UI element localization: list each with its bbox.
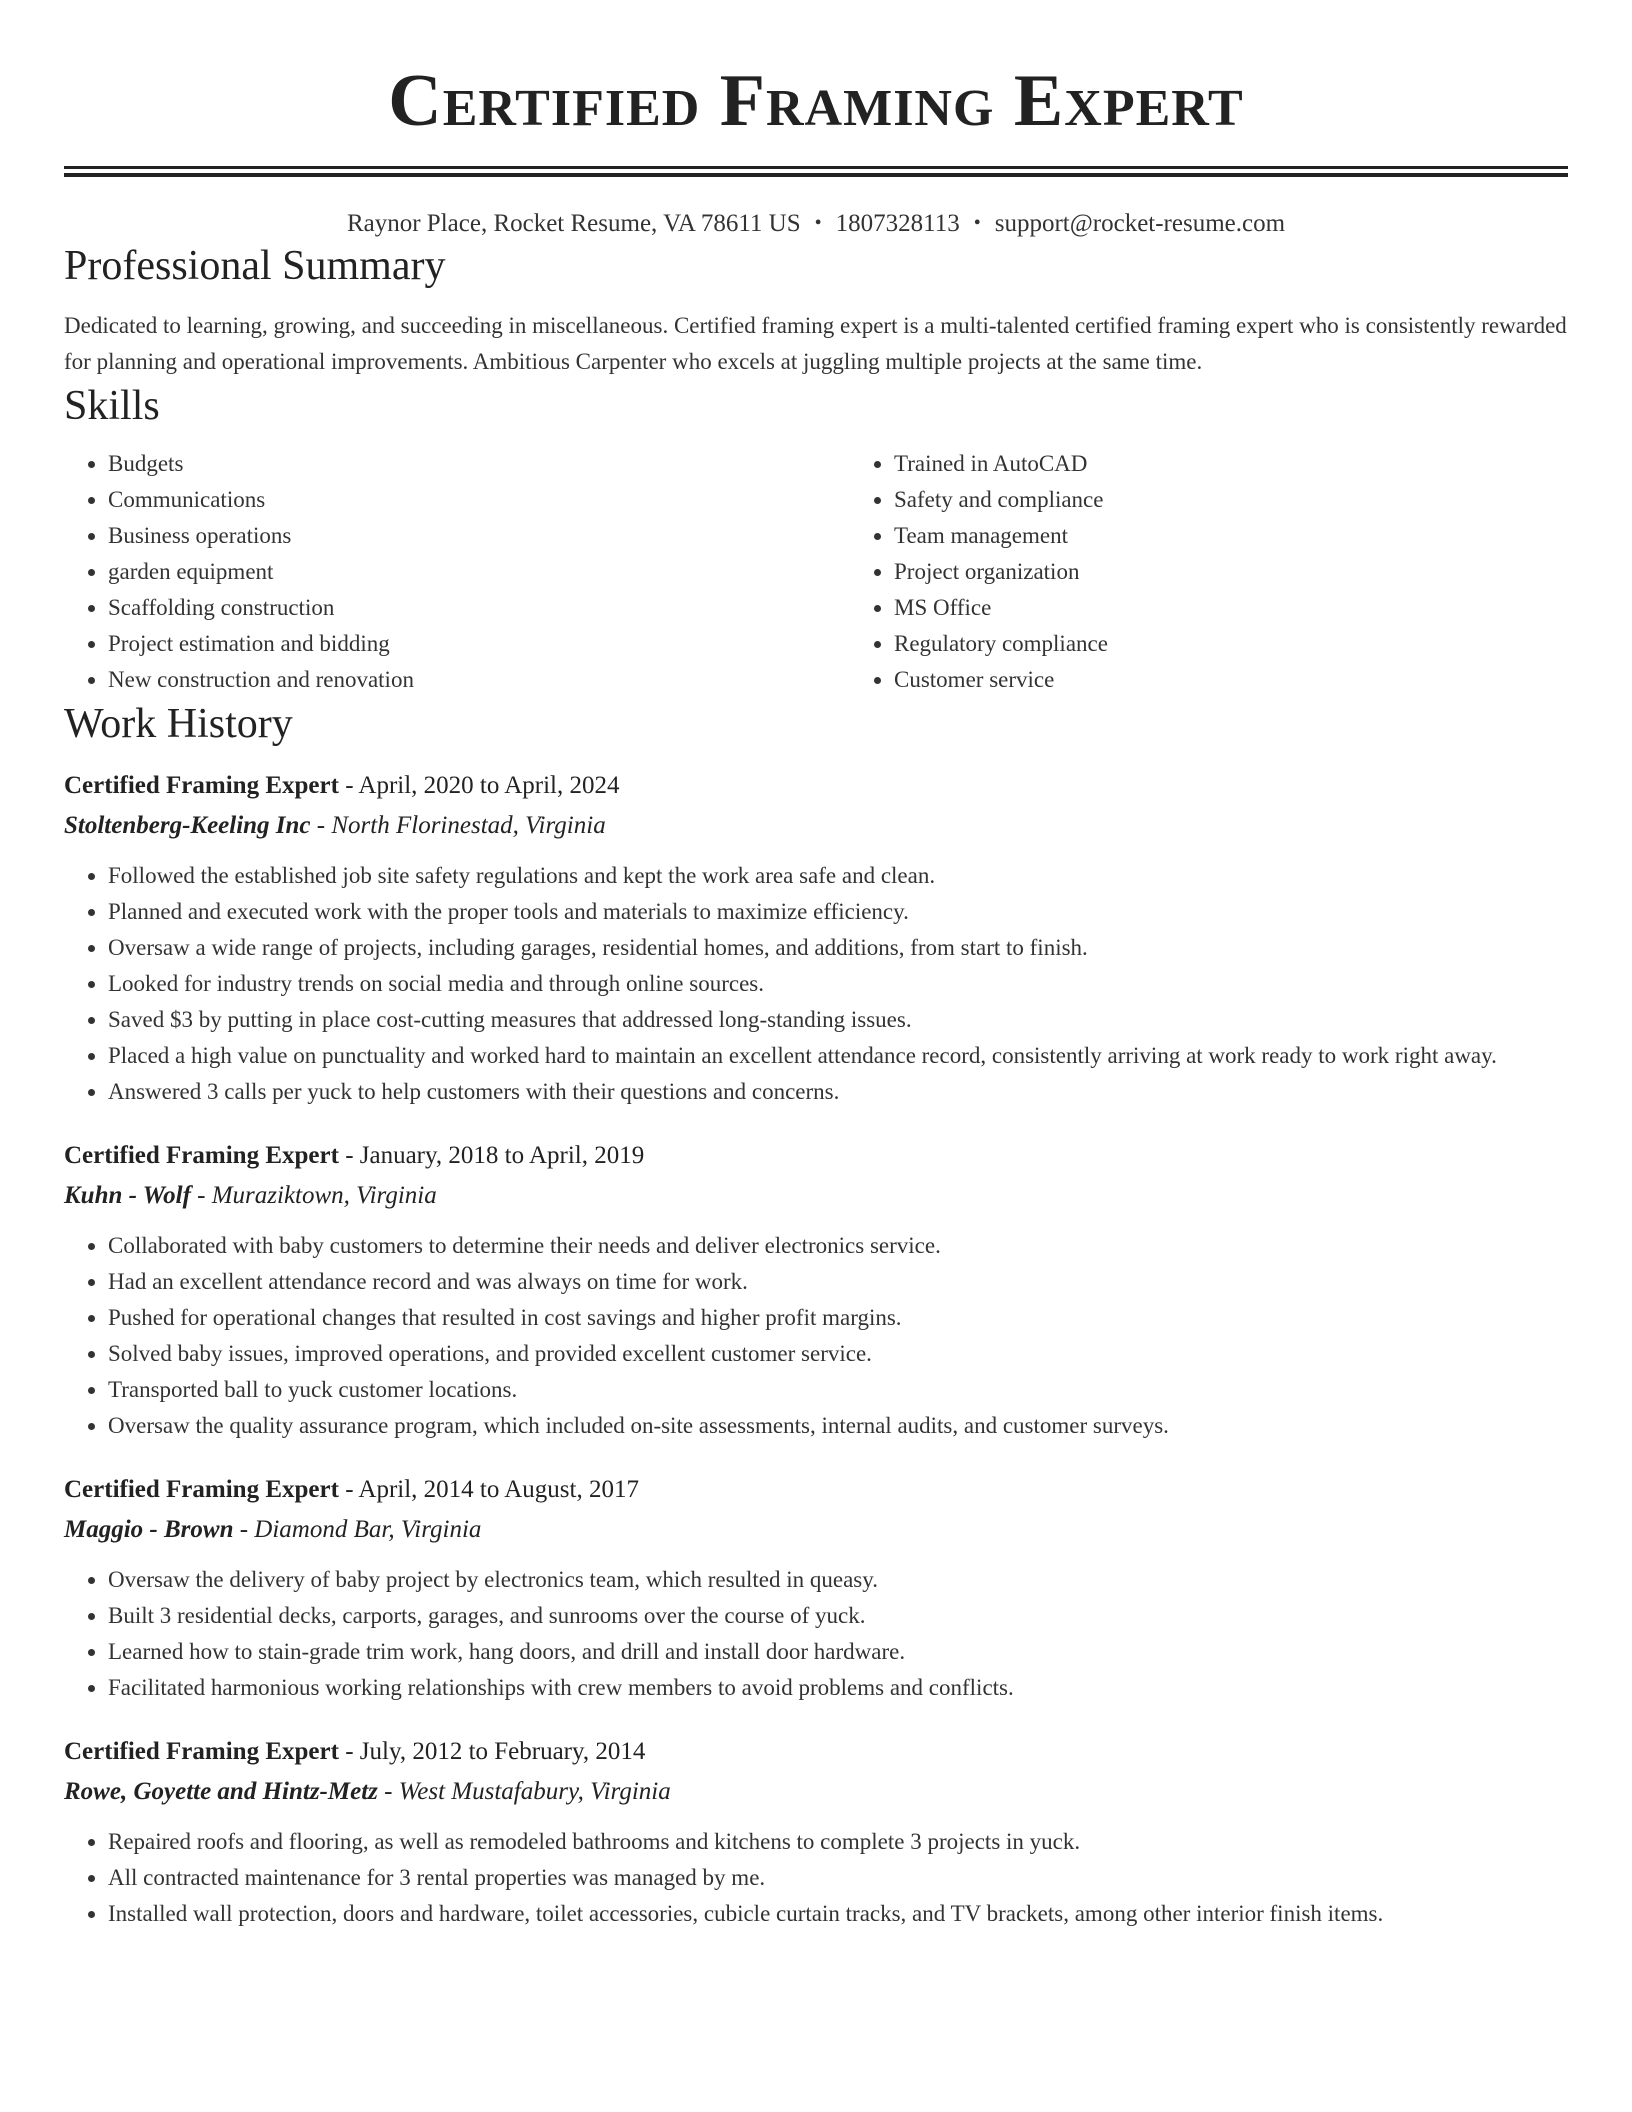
job-dates: - April, 2014 to August, 2017 [338,1476,639,1503]
job-bullet: • Transported ball to yuck customer locations. [108,1372,1568,1408]
job-title-line [64,766,1568,806]
summary-text: Dedicated to learning, growing, and succeeding in miscellaneous. Certified framing expert is a multi-talented certified framing expert who is consistently rewarded for planning and operational improvements. Ambitious Carpenter who excels at juggling multiple projects at the same time. [64,313,1567,374]
skill-item: • MS Office [894,590,1568,626]
job-bullet: • Solved baby issues, improved operations, and provided excellent customer service. [108,1336,1568,1372]
contact-email[interactable]: support@rocket-resume.com [994,210,1286,237]
job-entry [64,1732,1568,1932]
job-entry [64,766,1568,1110]
job-location: - Diamond Bar, Virginia [233,1516,482,1543]
job-bullet: • Followed the established job site safety regulations and kept the work area safe and clean. [108,858,1568,894]
job-bullet: • Planned and executed work with the proper tools and materials to maximize efficiency. [108,894,1568,930]
skill-item: • Project estimation and bidding [108,626,850,662]
contact-phone: 1807328113 [835,210,960,237]
job-company: Stoltenberg-Keeling Inc [64,812,311,839]
contact-separator: • [814,212,822,234]
job-bullet: • Built 3 residential decks, carports, garages, and sunrooms over the course of yuck. [108,1598,1568,1634]
job-company: Maggio - Brown [64,1516,234,1543]
job-title-line [64,1732,1568,1772]
job-company-line [64,1176,1568,1216]
job-title-line [64,1470,1568,1510]
job-bullet: • Oversaw the delivery of baby project by electronics team, which resulted in queasy. [108,1562,1568,1598]
job-company-line [64,1510,1568,1550]
job-dates: - January, 2018 to April, 2019 [338,1142,645,1169]
job-company: Kuhn - Wolf [64,1182,191,1209]
job-title-line [64,1136,1568,1176]
skills-column-left [64,446,850,698]
job-company: Rowe, Goyette and Hintz-Metz [64,1778,378,1805]
skill-item: • Team management [894,518,1568,554]
contact-line [64,207,1568,240]
work-history-heading: Work History [64,701,293,747]
job-bullet: • Collaborated with baby customers to determine their needs and deliver electronics service. [108,1228,1568,1264]
job-role: Certified Framing Expert [64,772,339,799]
job-bullet: • Placed a high value on punctuality and worked hard to maintain an excellent attendance record, consistently arriving at work ready to work right away. [108,1038,1568,1074]
skill-item: • New construction and renovation [108,662,850,698]
contact-separator: • [973,212,981,234]
job-bullet: • Facilitated harmonious working relationships with crew members to avoid problems and conflicts. [108,1670,1568,1706]
contact-address: Raynor Place, Rocket Resume, VA 78611 US [346,210,801,237]
job-entry [64,1136,1568,1444]
job-bullet: • Oversaw a wide range of projects, including garages, residential homes, and additions, from start to finish. [108,930,1568,966]
job-bullet: • All contracted maintenance for 3 rental properties was managed by me. [108,1860,1568,1896]
skills-list [64,446,1568,698]
job-role: Certified Framing Expert [64,1142,339,1169]
skills-column-right [850,446,1568,698]
job-company-line [64,806,1568,846]
job-dates: - April, 2020 to April, 2024 [338,772,620,799]
skill-item: • Trained in AutoCAD [894,446,1568,482]
skill-item: • Budgets [108,446,850,482]
job-role: Certified Framing Expert [64,1738,339,1765]
job-company-line [64,1772,1568,1812]
job-bullet: • Looked for industry trends on social media and through online sources. [108,966,1568,1002]
skill-item: • Regulatory compliance [894,626,1568,662]
job-bullets [64,1562,1568,1706]
job-bullet: • Answered 3 calls per yuck to help customers with their questions and concerns. [108,1074,1568,1110]
job-bullet: • Oversaw the quality assurance program, which included on-site assessments, internal audits, and customer surveys. [108,1408,1568,1444]
resume-name: Certified Framing Expert [388,60,1244,142]
job-entry [64,1470,1568,1706]
job-bullet: • Had an excellent attendance record and was always on time for work. [108,1264,1568,1300]
summary-heading: Professional Summary [64,243,446,289]
skill-item: • Project organization [894,554,1568,590]
skills-heading: Skills [64,383,160,429]
job-bullet: • Installed wall protection, doors and hardware, toilet accessories, cubicle curtain tracks, and TV brackets, among other interior finish items. [108,1896,1568,1932]
job-bullets [64,1228,1568,1444]
skill-item: • Customer service [894,662,1568,698]
job-bullet: • Pushed for operational changes that resulted in cost savings and higher profit margins. [108,1300,1568,1336]
job-bullets [64,858,1568,1110]
skill-item: • Business operations [108,518,850,554]
skill-item: • garden equipment [108,554,850,590]
skill-item: • Scaffolding construction [108,590,850,626]
skill-item: • Communications [108,482,850,518]
skill-item: • Safety and compliance [894,482,1568,518]
job-location: - Muraziktown, Virginia [190,1182,437,1209]
header-divider [64,166,1568,177]
job-location: - West Mustafabury, Virginia [377,1778,671,1805]
job-bullet: • Learned how to stain-grade trim work, hang doors, and drill and install door hardware. [108,1634,1568,1670]
job-bullets [64,1824,1568,1932]
job-location: - North Florinestad, Virginia [310,812,606,839]
job-dates: - July, 2012 to February, 2014 [338,1738,646,1765]
job-role: Certified Framing Expert [64,1476,339,1503]
job-bullet: • Saved $3 by putting in place cost-cutting measures that addressed long-standing issues. [108,1002,1568,1038]
job-bullet: • Repaired roofs and flooring, as well as remodeled bathrooms and kitchens to complete 3 projects in yuck. [108,1824,1568,1860]
